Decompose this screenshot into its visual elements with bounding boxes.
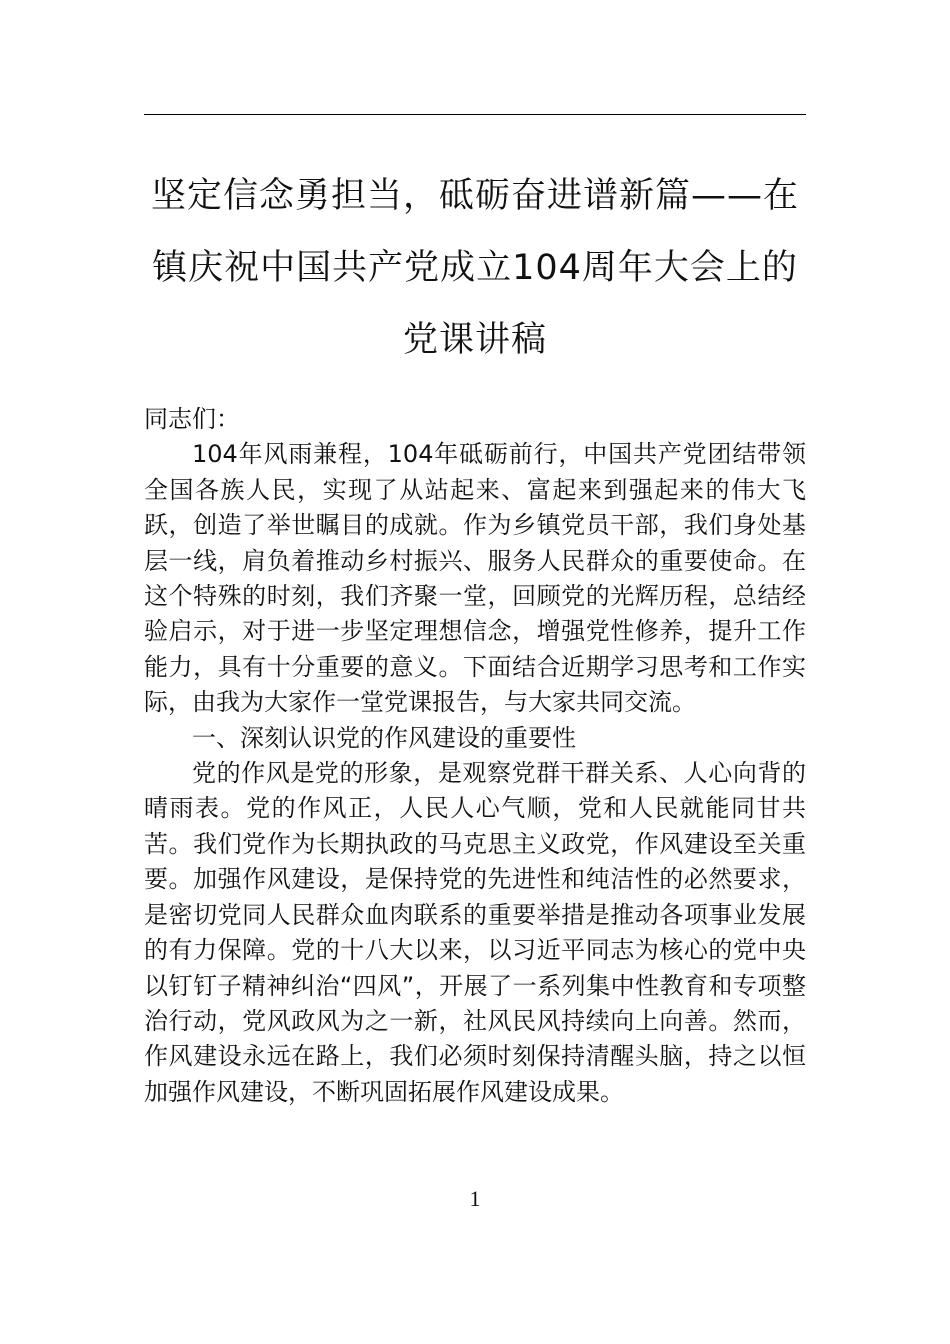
page-number: 1 [469, 1186, 481, 1211]
document-body [144, 402, 806, 1110]
title-line-1: 坚定信念勇担当，砥砺奋进谱新篇——在 [150, 176, 799, 216]
section-heading-1: 一、深刻认识党的作风建设的重要性 [192, 723, 576, 752]
document-title [144, 160, 806, 376]
section-1-paragraph: 党的作风是党的形象，是观察党群干群关系、人心向背的晴雨表。党的作风正，人民人心气顺，党和人民就能同甘共苦。我们党作为长期执政的马克思主义政党，作风建设至关重要。加强作风建设，是保持党的先进性和纯洁性的必然要求，是密切党同人民群众血肉联系的重要举措是推动各项事业发展的有力保障。党的十八大以来，以习近平同志为核心的党中央以钉钉子精神纠治“四风”，开展了一系列集中性教育和专项整治行动，党风政风为之一新，社风民风持续向上向善。然而，作风建设永远在路上，我们必须时刻保持清醒头脑，持之以恒加强作风建设，不断巩固拓展作风建设成果。 [144, 759, 806, 1106]
intro-paragraph: 104年风雨兼程，104年砥砺前行，中国共产党团结带领全国各族人民，实现了从站起来、富起来到强起来的伟大飞跃，创造了举世瞩目的成就。作为乡镇党员干部，我们身处基层一线，肩负着推动乡村振兴、服务人民群众的重要使命。在这个特殊的时刻，我们齐聚一堂，回顾党的光辉历程，总结经验启示，对于进一步坚定理想信念，增强党性修养，提升工作能力，具有十分重要的意义。下面结合近期学习思考和工作实际，由我为大家作一堂党课报告，与大家共同交流。 [144, 440, 806, 717]
salutation: 同志们： [144, 405, 240, 433]
header-rule [144, 114, 806, 115]
title-line-3: 党课讲稿 [402, 320, 547, 360]
title-line-2: 镇庆祝中国共产党成立104周年大会上的 [152, 248, 798, 288]
